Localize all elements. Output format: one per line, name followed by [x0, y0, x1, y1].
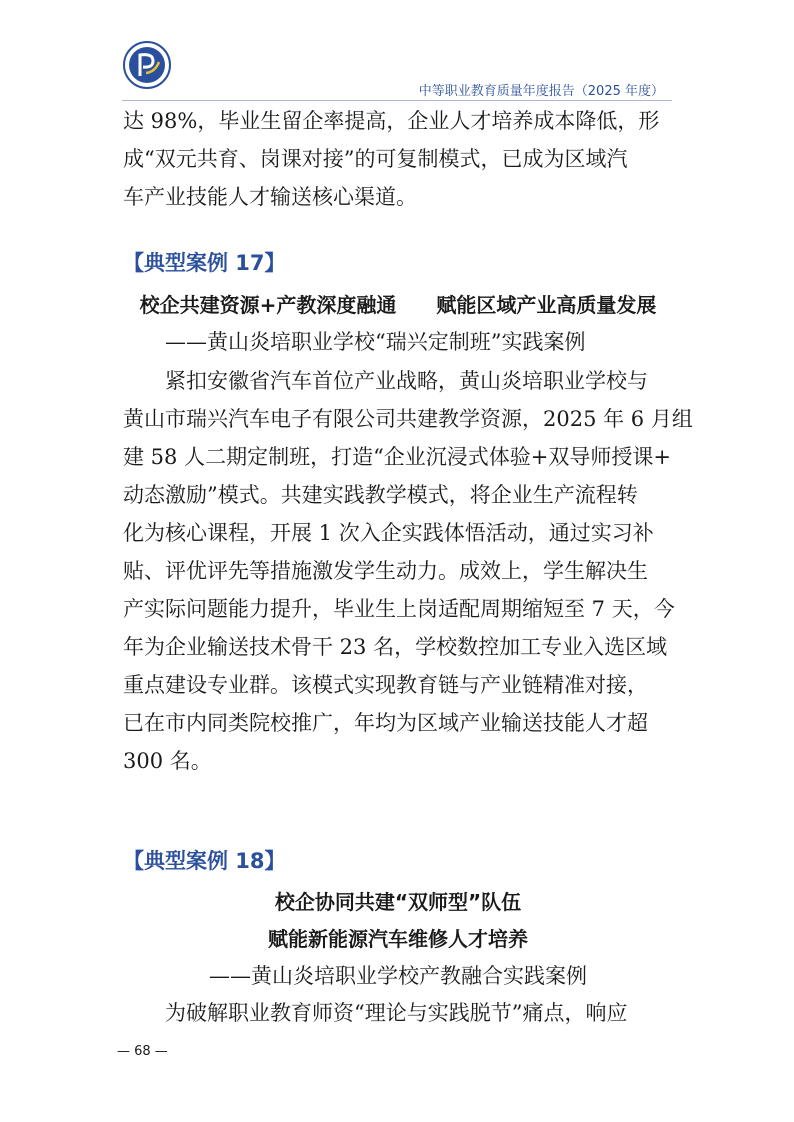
paragraph-line: 为破解职业教育师资“理论与实践脱节”痛点，响应: [165, 1001, 628, 1025]
running-header-title: 中等职业教育质量年度报告（2025 年度）: [418, 84, 664, 99]
paragraph-line: 建 58 人二期定制班，打造“企业沉浸式体验+双导师授课+: [123, 445, 671, 469]
paragraph-line: 动态激励”模式。共建实践教学模式，将企业生产流程转: [123, 483, 638, 507]
paragraph-line: 已在市内同类院校推广，年均为区域产业输送技能人才超: [123, 711, 648, 735]
paragraph-line: 年为企业输送技术骨干 23 名，学校数控加工专业入选区域: [123, 635, 668, 659]
case-18-subtitle: ——黄山炎培职业学校产教融合实践案例: [209, 964, 587, 988]
case-18-title-line2: 赋能新能源汽车维修人才培养: [268, 927, 528, 951]
paragraph-line: 黄山市瑞兴汽车电子有限公司共建教学资源，2025 年 6 月组: [123, 407, 693, 431]
case-17-subtitle: ——黄山炎培职业学校“瑞兴定制班”实践案例: [165, 330, 586, 354]
body-line: 车产业技能人才输送核心渠道。: [123, 185, 417, 209]
case-18-label: 【典型案例 18】: [123, 849, 286, 873]
paragraph-line: 重点建设专业群。该模式实现教育链与产业链精准对接，: [123, 673, 648, 697]
school-logo-icon: [122, 40, 172, 90]
case-18-title-line1: 校企协同共建“双师型”队伍: [274, 890, 522, 914]
header-divider: [122, 100, 672, 101]
case-17-title: 校企共建资源+产教深度融通 赋能区域产业高质量发展: [139, 293, 657, 317]
paragraph-line: 贴、评优评先等措施激发学生动力。成效上，学生解决生: [123, 559, 648, 583]
case-17-label: 【典型案例 17】: [123, 251, 286, 275]
body-line: 达 98%，毕业生留企率提高，企业人才培养成本降低，形: [123, 109, 660, 133]
paragraph-line: 产实际问题能力提升，毕业生上岗适配周期缩短至 7 天，今: [123, 597, 675, 621]
paragraph-line: 化为核心课程，开展 1 次入企实践体悟活动，通过实习补: [123, 521, 654, 545]
paragraph-line: 紧扣安徽省汽车首位产业战略，黄山炎培职业学校与: [165, 369, 648, 393]
page-number: — 68 —: [117, 1044, 168, 1059]
body-line: 成“双元共育、岗课对接”的可复制模式，已成为区域汽: [123, 147, 628, 171]
paragraph-line: 300 名。: [123, 749, 212, 773]
